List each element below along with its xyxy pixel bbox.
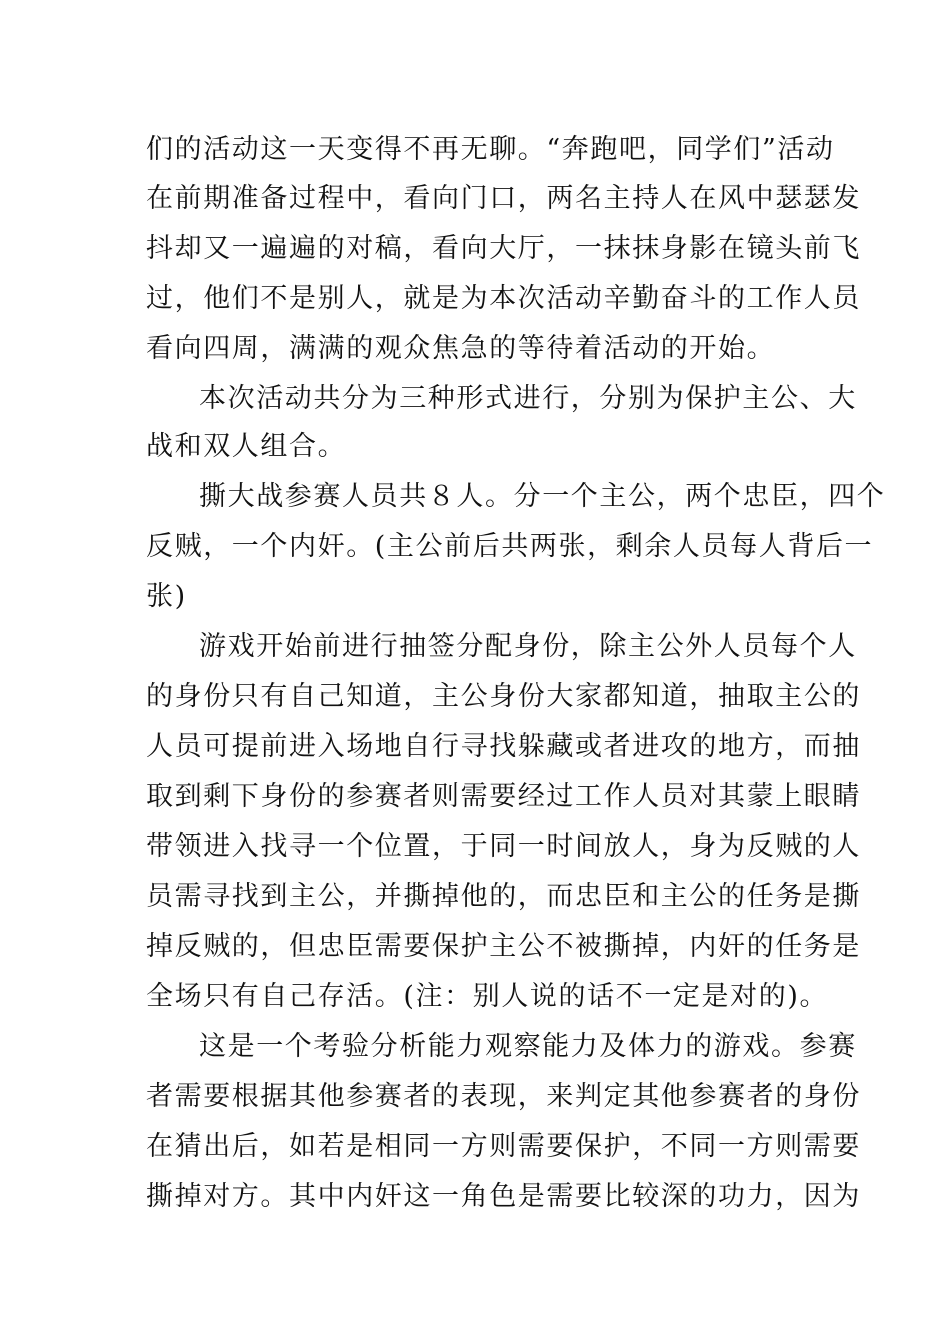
text-line-10-content: 张) (146, 581, 187, 612)
text-line-5-content: 看向四周，满满的观众焦急的等待着活动的开始。 (146, 333, 776, 364)
text-line-9-content: 反贼，一个内奸。(主公前后共两张，剩余人员每人背后一 (146, 531, 874, 562)
text-line-15-content: 带领进入找寻一个位置，于同一时间放人，身为反贼的人 (146, 831, 861, 862)
text-line-19-content: 这是一个考验分析能力观察能力及体力的游戏。参赛 (199, 1031, 857, 1062)
text-line-13-content: 人员可提前进入场地自行寻找躲藏或者进攻的地方，而抽 (146, 731, 861, 762)
text-line-6-content: 本次活动共分为三种形式进行，分别为保护主公、大 (199, 383, 857, 414)
text-line-8-content: 撕大战参赛人员共８人。分一个主公，两个忠臣，四个 (199, 481, 886, 512)
text-line-17-content: 掉反贼的，但忠臣需要保护主公不被撕掉，内奸的任务是 (146, 931, 861, 962)
text-line-4-content: 过，他们不是别人，就是为本次活动辛勤奋斗的工作人员 (146, 283, 861, 314)
text-line-20-content: 者需要根据其他参赛者的表现，来判定其他参赛者的身份 (146, 1081, 861, 1112)
text-line-11-content: 游戏开始前进行抽签分配身份，除主公外人员每个人 (199, 631, 857, 662)
text-line-18-content: 全场只有自己存活。(注：别人说的话不一定是对的)。 (146, 981, 829, 1012)
text-line-14-content: 取到剩下身份的参赛者则需要经过工作人员对其蒙上眼睛 (146, 781, 861, 812)
text-line-12-content: 的身份只有自己知道，主公身份大家都知道，抽取主公的 (146, 681, 861, 712)
text-line-2-content: 在前期准备过程中，看向门口，两名主持人在风中瑟瑟发 (146, 183, 861, 214)
text-line-1-content: 们的活动这一天变得不再无聊。“奔跑吧，同学们”活动 (146, 134, 835, 165)
text-line-7-content: 战和双人组合。 (146, 431, 347, 462)
text-line-16-content: 员需寻找到主公，并撕掉他的，而忠臣和主公的任务是撕 (146, 881, 861, 912)
text-line-22-content: 撕掉对方。其中内奸这一角色是需要比较深的功力，因为 (146, 1181, 861, 1212)
text-line-3-content: 抖却又一遍遍的对稿，看向大厅，一抹抹身影在镜头前飞 (146, 233, 861, 264)
text-line-21-content: 在猜出后，如若是相同一方则需要保护，不同一方则需要 (146, 1131, 861, 1162)
